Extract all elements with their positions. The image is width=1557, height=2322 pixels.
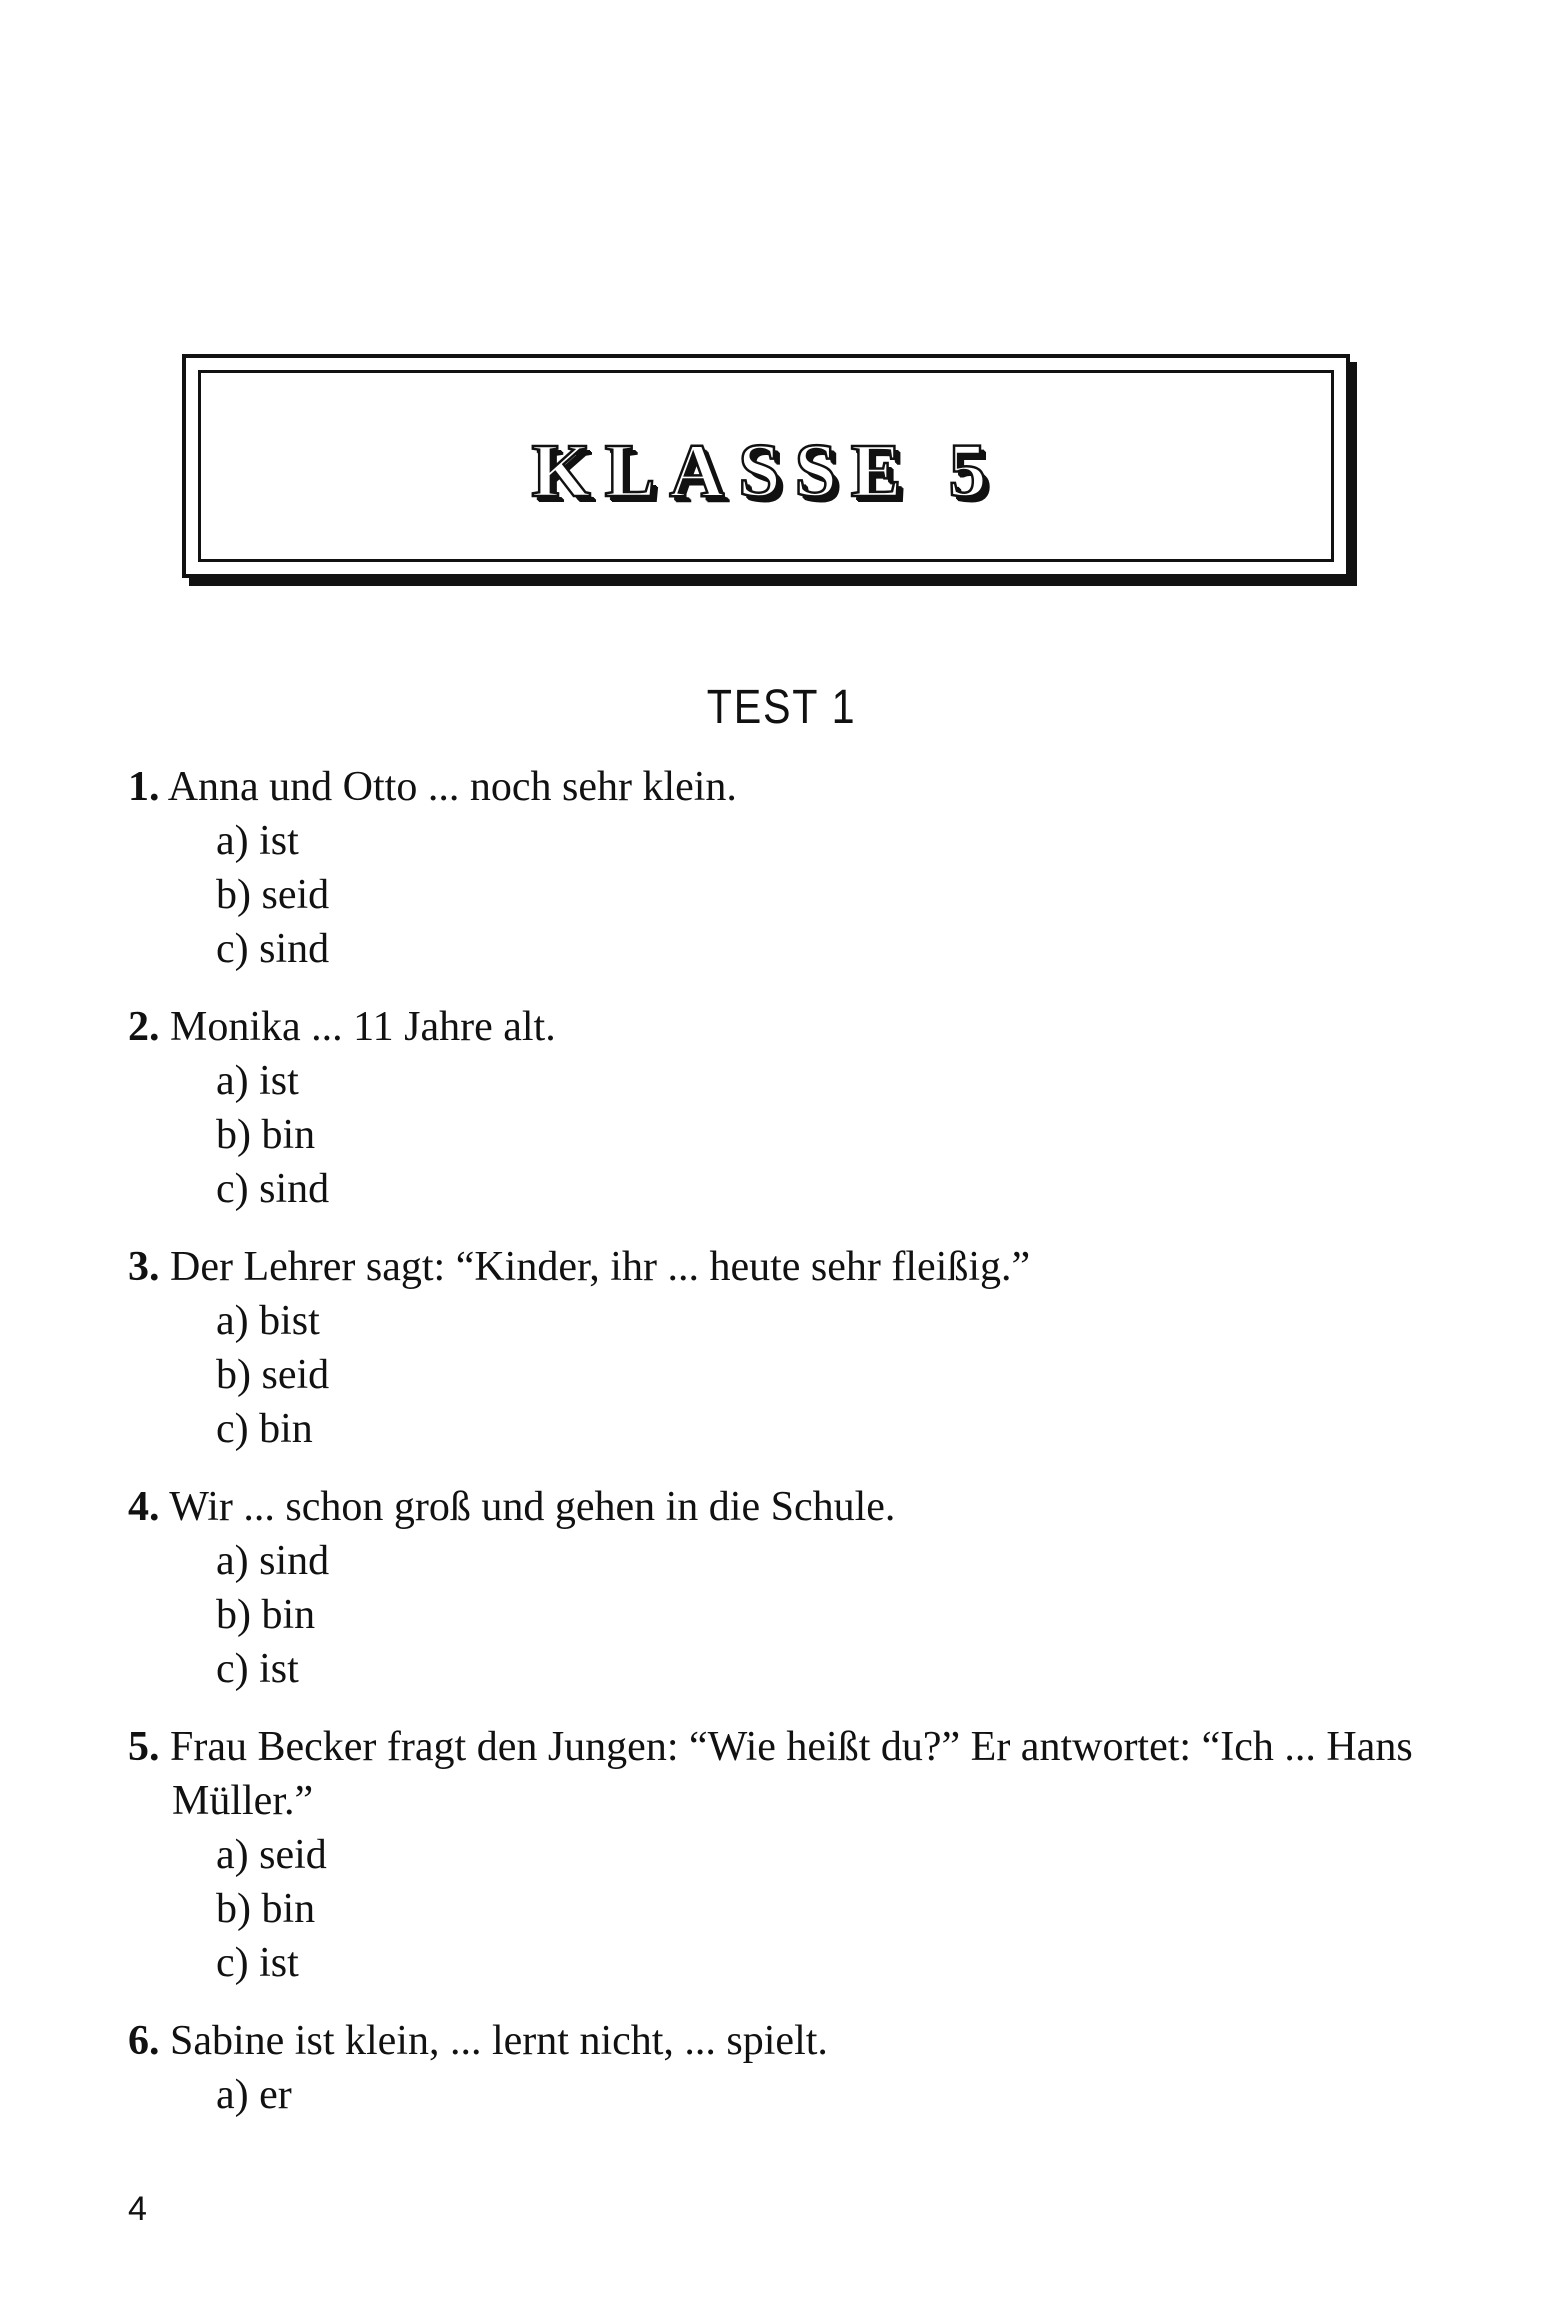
answer-option: a) er — [216, 2072, 292, 2118]
question-text: Monika ... 11 Jahre alt. — [170, 1004, 556, 1050]
question-number: 6. — [128, 2018, 160, 2064]
banner-title: KLASSE 5 — [531, 429, 1001, 513]
question-text: Sabine ist klein, ... lernt nicht, ... spielt. — [170, 2018, 828, 2064]
answer-option: c) sind — [216, 1166, 330, 1212]
question-item — [128, 760, 1458, 976]
question-text: Frau Becker fragt den Jungen: “Wie heißt du?” Er antwortet: “Ich ... Hans Müller.” — [170, 1724, 1413, 1824]
question-number: 2. — [128, 1004, 160, 1050]
question-number: 4. — [128, 1484, 160, 1530]
question-line — [128, 1240, 1458, 1294]
answer-option: a) sind — [216, 1538, 330, 1584]
question-item — [128, 1720, 1458, 1990]
question-line — [128, 1480, 1458, 1534]
answer-option: c) ist — [216, 1646, 299, 1692]
question-line — [128, 760, 1458, 814]
answer-options — [128, 1534, 1458, 1696]
question-text: Der Lehrer sagt: “Kinder, ihr ... heute sehr fleißig.” — [170, 1244, 1031, 1290]
answer-option: a) ist — [216, 1058, 299, 1104]
question-list — [128, 760, 1458, 2146]
test-heading: TEST 1 — [706, 681, 857, 734]
question-number: 1. — [128, 764, 160, 810]
question-number: 3. — [128, 1244, 160, 1290]
answer-options — [128, 1294, 1458, 1456]
title-banner-inner-frame — [198, 370, 1334, 562]
question-number: 5. — [128, 1724, 160, 1770]
page-number: 4 — [128, 2190, 147, 2228]
question-line — [128, 2014, 1458, 2068]
answer-option: c) ist — [216, 1940, 299, 1986]
answer-option: a) seid — [216, 1832, 327, 1878]
answer-option: b) bin — [216, 1886, 316, 1932]
question-item — [128, 1240, 1458, 1456]
answer-options — [128, 1054, 1458, 1216]
title-banner — [182, 354, 1350, 578]
answer-options — [128, 2068, 1458, 2122]
answer-option: b) seid — [216, 872, 330, 918]
question-item — [128, 1480, 1458, 1696]
answer-option: c) bin — [216, 1406, 313, 1452]
question-line — [128, 1000, 1458, 1054]
answer-options — [128, 814, 1458, 976]
question-item — [128, 1000, 1458, 1216]
question-item — [128, 2014, 1458, 2122]
question-line — [128, 1720, 1458, 1828]
question-text: Wir ... schon groß und gehen in die Schule. — [169, 1484, 896, 1530]
answer-option: c) sind — [216, 926, 330, 972]
answer-option: b) seid — [216, 1352, 330, 1398]
answer-option: b) bin — [216, 1592, 316, 1638]
answer-option: a) ist — [216, 818, 299, 864]
answer-option: a) bist — [216, 1298, 320, 1344]
question-text: Anna und Otto ... noch sehr klein. — [167, 764, 737, 810]
answer-option: b) bin — [216, 1112, 316, 1158]
answer-options — [128, 1828, 1458, 1990]
